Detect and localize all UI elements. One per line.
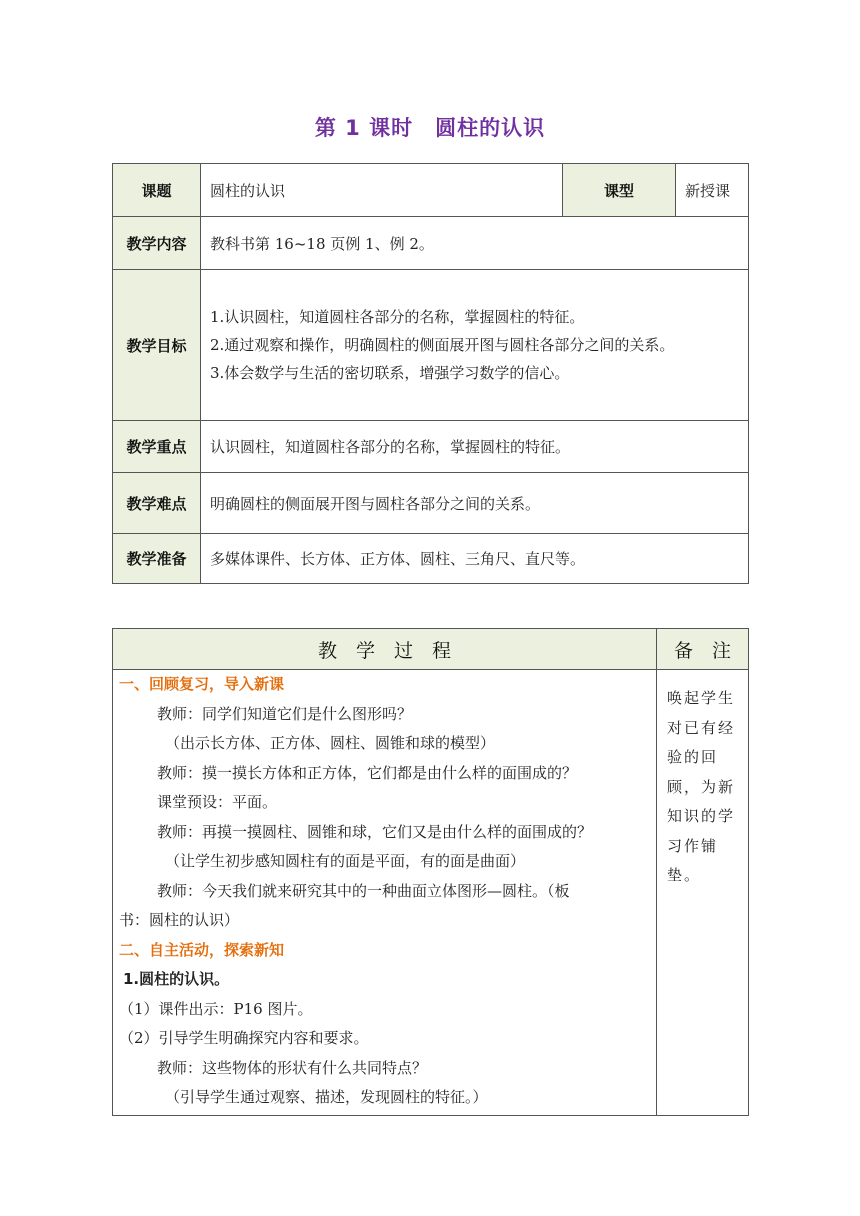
process-line: 教师：这些物体的形状有什么共同特点？ (157, 1058, 428, 1077)
process-line: 书：圆柱的认识） (119, 911, 240, 929)
topic-label: 课题 (113, 164, 201, 217)
section-heading: 一、回顾复习，导入新课 (119, 675, 285, 693)
goal-item: 1.认识圆柱，知道圆柱各部分的名称，掌握圆柱的特征。 (210, 308, 585, 326)
goals-cell (201, 270, 749, 421)
note-line: 验的回 (667, 748, 719, 766)
section-heading: 二、自主活动，探索新知 (119, 940, 285, 959)
difficulty-value: 明确圆柱的侧面展开图与圆柱各部分之间的关系。 (201, 473, 749, 534)
lesson-info-table (112, 163, 749, 584)
process-line: （1）课件出示：P16 图片。 (119, 999, 313, 1018)
note-line: 知识的学 (667, 807, 736, 825)
type-value: 新授课 (676, 164, 749, 217)
preparation-label: 教学准备 (113, 534, 201, 584)
topic-value: 圆柱的认识 (201, 164, 563, 217)
note-line: 垫。 (667, 866, 702, 884)
process-line: （2）引导学生明确探究内容和要求。 (119, 1029, 369, 1047)
content-value: 教科书第 16~18 页例 1、例 2。 (201, 217, 749, 270)
note-line: 习作铺 (667, 836, 719, 855)
type-label: 课型 (563, 164, 676, 217)
subsection-heading: 1.圆柱的认识。 (123, 970, 230, 988)
note-line: 对已有经 (667, 718, 736, 737)
goals-label: 教学目标 (113, 270, 201, 421)
content-label: 教学内容 (113, 217, 201, 270)
key-point-label: 教学重点 (113, 421, 201, 473)
note-line: 唤起学生 (667, 689, 736, 707)
process-header: 教 学 过 程 (113, 629, 657, 670)
process-body (113, 670, 657, 1116)
difficulty-label: 教学难点 (113, 473, 201, 534)
goal-item: 2.通过观察和操作，明确圆柱的侧面展开图与圆柱各部分之间的关系。 (210, 336, 675, 354)
process-line: （引导学生通过观察、描述，发现圆柱的特征。） (165, 1088, 488, 1106)
preparation-value: 多媒体课件、长方体、正方体、圆柱、三角尺、直尺等。 (201, 534, 749, 584)
page-title: 第 1 课时 圆柱的认识 (314, 116, 546, 140)
process-line: 课堂预设：平面。 (157, 793, 278, 811)
notes-cell (657, 670, 749, 1116)
process-line: 教师：摸一摸长方体和正方体，它们都是由什么样的面围成的？ (157, 763, 578, 782)
note-line: 顾，为新 (667, 777, 736, 796)
process-line: 教师：今天我们就来研究其中的一种曲面立体图形—圆柱。（板 (157, 881, 570, 900)
goal-item: 3.体会数学与生活的密切联系，增强学习数学的信心。 (210, 364, 570, 382)
process-line: 教师：再摸一摸圆柱、圆锥和球，它们又是由什么样的面围成的？ (157, 822, 593, 841)
process-line: 教师：同学们知道它们是什么图形吗？ (157, 704, 413, 723)
process-line: （出示长方体、正方体、圆柱、圆锥和球的模型） (165, 734, 496, 752)
teaching-process-table (112, 628, 749, 1116)
notes-header: 备 注 (657, 629, 749, 670)
process-line: （让学生初步感知圆柱有的面是平面，有的面是曲面） (165, 852, 526, 870)
key-point-value: 认识圆柱，知道圆柱各部分的名称，掌握圆柱的特征。 (201, 421, 749, 473)
